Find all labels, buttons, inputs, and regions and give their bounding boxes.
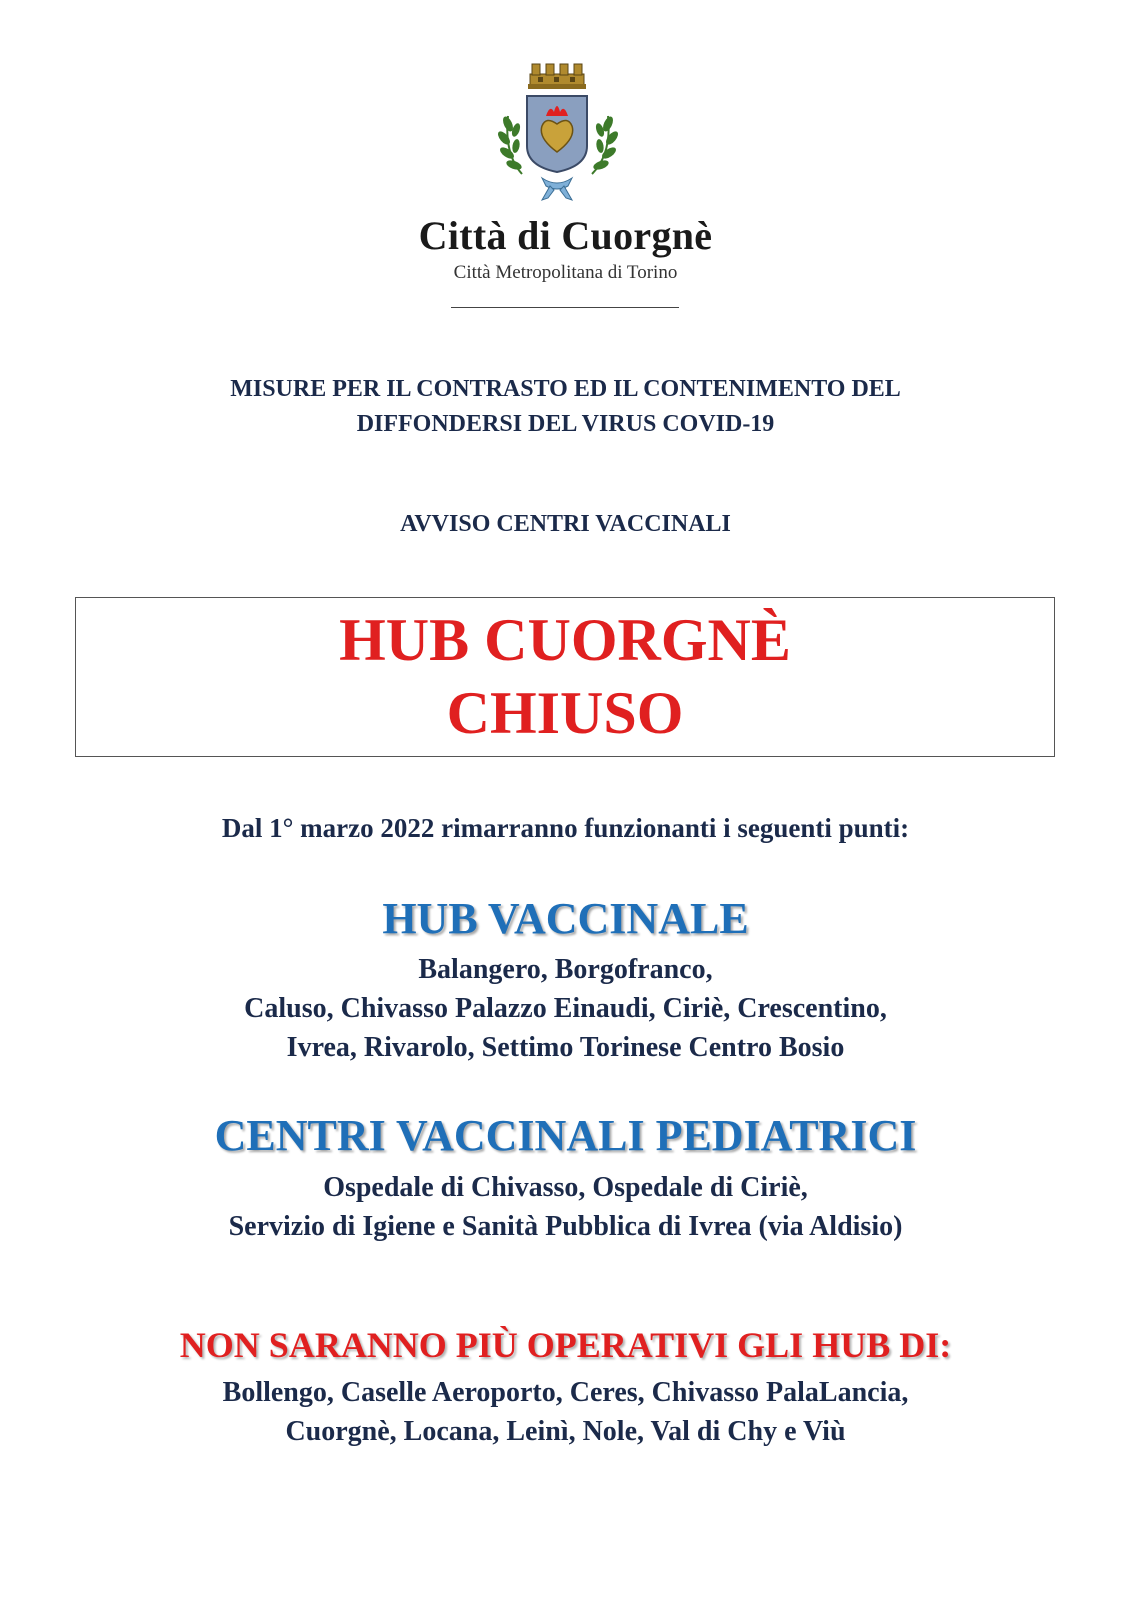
closed-line-1: HUB CUORGNÈ bbox=[339, 607, 791, 673]
coat-of-arms-icon bbox=[494, 54, 630, 202]
list-item: Cuorgnè, Locana, Leinì, Nole, Val di Chy e Viù bbox=[285, 1416, 846, 1447]
measures-line-2: DIFFONDERSI DEL VIRUS COVID-19 bbox=[356, 411, 775, 437]
list-item: Caluso, Chivasso Palazzo Einaudi, Ciriè, Crescentino, bbox=[244, 993, 887, 1024]
non-operative-section-list bbox=[0, 1373, 1131, 1451]
closed-line-2: CHIUSO bbox=[446, 680, 684, 746]
header-divider bbox=[451, 307, 679, 308]
hub-closed-box bbox=[75, 597, 1055, 757]
pediatric-section-list bbox=[0, 1168, 1131, 1246]
non-operative-section-title: NON SARANNO PIÙ OPERATIVI GLI HUB DI: bbox=[179, 1325, 952, 1365]
hub-section-title: HUB VACCINALE bbox=[382, 894, 749, 943]
notice-title: AVVISO CENTRI VACCINALI bbox=[400, 511, 731, 537]
list-item: Servizio di Igiene e Sanità Pubblica di Ivrea (via Aldisio) bbox=[228, 1211, 903, 1242]
list-item: Ospedale di Chivasso, Ospedale di Ciriè, bbox=[323, 1172, 808, 1203]
hub-section-list bbox=[0, 950, 1131, 1067]
measures-heading bbox=[0, 372, 1131, 442]
city-name: Città di Cuorgnè bbox=[418, 213, 713, 258]
list-item: Bollengo, Caselle Aeroporto, Ceres, Chivasso PalaLancia, bbox=[222, 1377, 909, 1408]
crown-icon bbox=[528, 64, 586, 89]
city-subtitle: Città Metropolitana di Torino bbox=[453, 262, 678, 283]
pediatric-section-title: CENTRI VACCINALI PEDIATRICI bbox=[214, 1111, 917, 1160]
list-item: Balangero, Borgofranco, bbox=[418, 954, 713, 985]
list-item: Ivrea, Rivarolo, Settimo Torinese Centro Bosio bbox=[286, 1032, 845, 1063]
measures-line-1: MISURE PER IL CONTRASTO ED IL CONTENIMENTO DEL bbox=[230, 376, 901, 402]
from-date-text: Dal 1° marzo 2022 rimarranno funzionanti i seguenti punti: bbox=[221, 813, 910, 843]
